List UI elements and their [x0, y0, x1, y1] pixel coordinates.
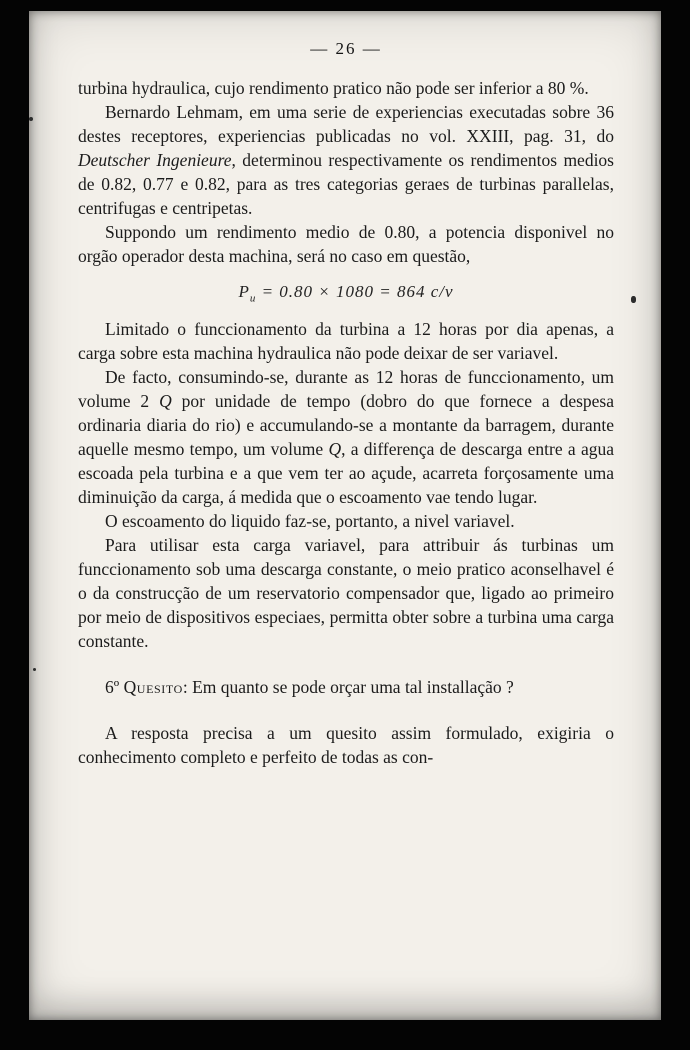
paragraph-text: , determinou respectivamente os rendimentos medios de 0.82, 0.77 e 0.82, para as tres categorias geraes de turbinas parallelas, centrifugas e centripetas. — [78, 150, 614, 218]
document-page — [29, 11, 661, 1020]
paragraph-text: , a differença de descarga entre a agua escoada pela turbina e a que vem ter ao açude, acarreta forçosamente uma diminuição da carga, á medida que o escoamento vae tendo lugar. — [78, 439, 614, 507]
paragraph-de-facto — [78, 365, 614, 509]
question-number: 6º — [105, 677, 124, 697]
page-number: — 26 — — [310, 39, 382, 58]
paragraph-reservatorio: Para utilisar esta carga variavel, para attribuir ás turbinas um funccionamento sob uma descarga constante, o meio pratico aconselhavel é o da construcção de um reservatorio compensador que, ligado ao primeiro por meio de dispositivos especiaes, permitta obter sobre a turbina uma carga constante. — [78, 535, 614, 651]
formula-expression — [238, 282, 454, 305]
paragraph-text: De facto, consumindo-se, durante as 12 horas de funccionamento, um volume 2 — [78, 367, 614, 411]
scan-artifact — [631, 296, 636, 303]
scan-artifact — [29, 117, 33, 121]
question-text: : Em quanto se pode orçar uma tal installação ? — [182, 677, 514, 697]
paragraph-suppondo: Suppondo um rendimento medio de 0.80, a potencia disponivel no orgão operador desta machina, será no caso em questão, — [78, 222, 614, 266]
italic-journal-title: Deutscher Ingenieure — [78, 150, 232, 170]
paragraph-lehmam — [78, 100, 614, 220]
paragraph-resposta: A resposta precisa a um quesito assim formulado, exigiria o conhecimento completo e perfeito de todas as con- — [78, 723, 614, 767]
paragraph-text: por unidade de tempo (dobro do que fornece a despesa ordinaria diaria do rio) e accumulando-se a montante da barragem, durante aquelle mesmo tempo, um volume — [78, 391, 614, 459]
quesito-smallcaps-label: Quesito — [123, 677, 183, 697]
formula-rest: = 0.80 × 1080 = 864 c/v — [256, 282, 454, 301]
italic-variable-q: Q — [159, 391, 172, 411]
formula-variable: P — [238, 282, 250, 301]
paragraph-escoamento: O escoamento do liquido faz-se, portanto, a nivel variavel. — [105, 511, 515, 531]
paragraph-continuation: turbina hydraulica, cujo rendimento pratico não pode ser inferior a 80 %. — [78, 78, 589, 98]
formula-line — [78, 280, 614, 304]
paragraph-text: Bernardo Lehmam, em uma serie de experiencias executadas sobre 36 destes receptores, experiencias publicadas no vol. XXIII, pag. 31, do — [78, 102, 614, 146]
scan-artifact — [33, 668, 36, 671]
italic-variable-q: Q — [328, 439, 342, 459]
formula-subscript: u — [249, 292, 257, 305]
page-content — [29, 11, 661, 769]
paragraph-sixth-question — [78, 675, 614, 699]
paragraph-limitado: Limitado o funccionamento da turbina a 12 horas por dia apenas, a carga sobre esta machina hydraulica não pode deixar de ser variavel. — [78, 319, 614, 363]
